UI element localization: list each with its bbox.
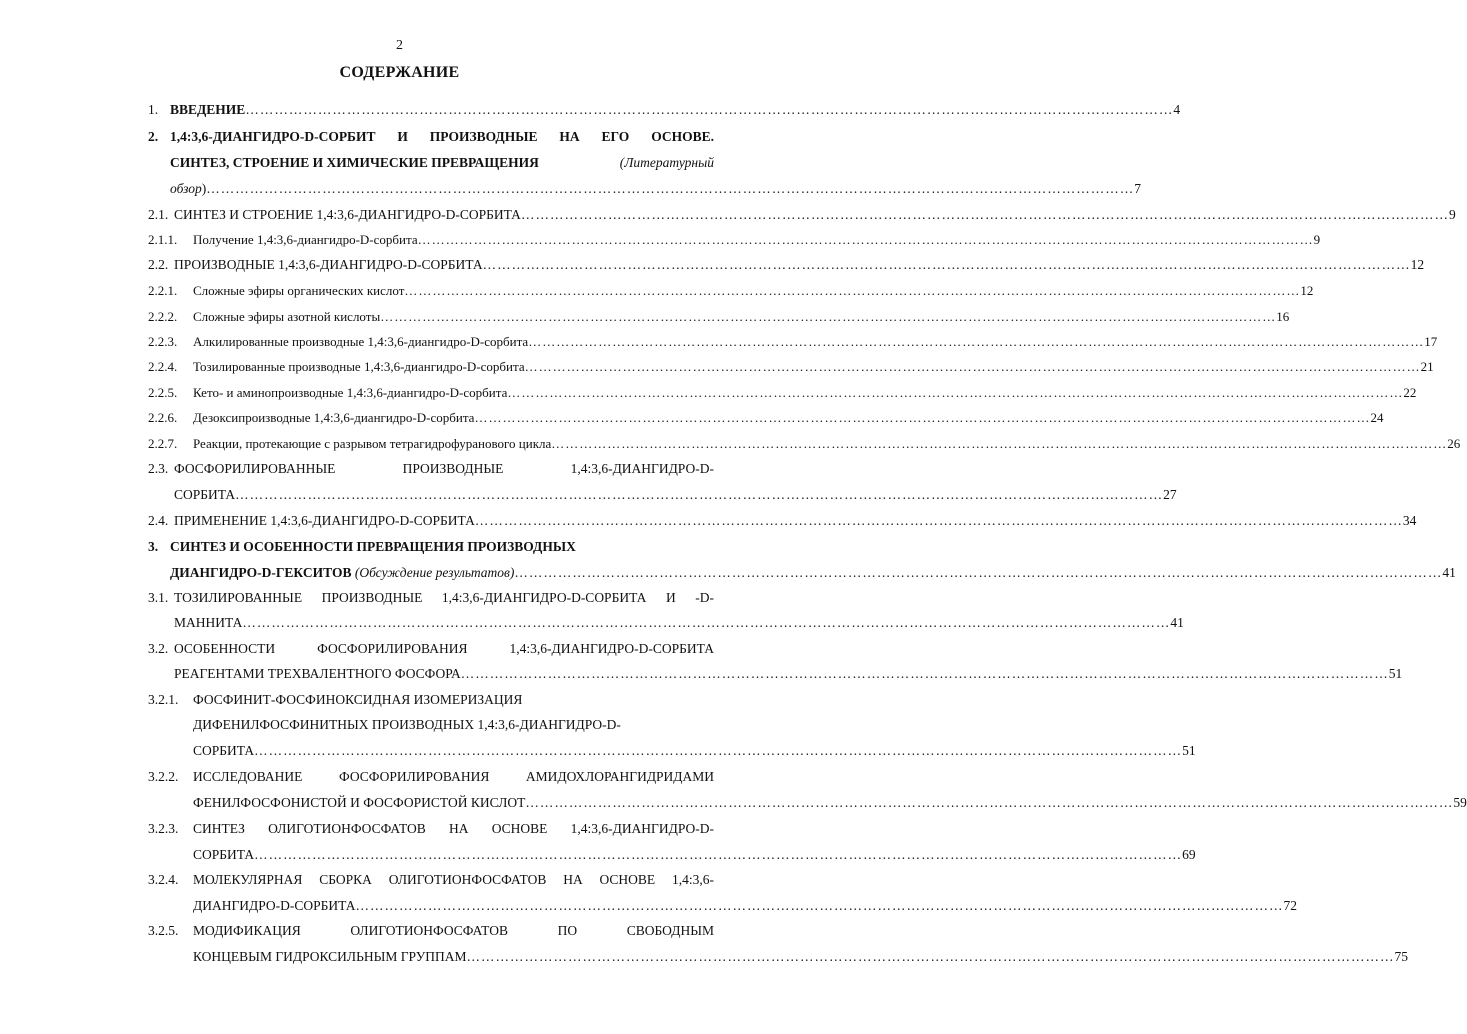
toc-entry-3-2-line1 bbox=[148, 640, 714, 658]
toc-title: Дезоксипроизводные 1,4:3,6-диангидро-D-сорбита bbox=[193, 410, 475, 425]
toc-number: 2.1.1. bbox=[148, 232, 178, 247]
toc-title-word: ПО bbox=[557, 923, 578, 938]
toc-entry-2-1 bbox=[148, 206, 1456, 224]
toc-number: 3.2.3. bbox=[148, 821, 179, 836]
toc-title-word: ФОСФОРИЛИРОВАННЫЕ bbox=[174, 461, 336, 476]
dot-leader: ………………………………………………………………………………………………………………………………………………………………………… bbox=[466, 949, 1395, 964]
toc-number: 1. bbox=[148, 102, 159, 117]
toc-number: 2.2.6. bbox=[148, 410, 178, 425]
toc-title-cont: КОНЦЕВЫМ ГИДРОКСИЛЬНЫМ ГРУППАМ bbox=[193, 949, 467, 964]
toc-number: 2.2.2. bbox=[148, 309, 178, 324]
dot-leader: ………………………………………………………………………………………………………………………………………………………………………… bbox=[524, 359, 1421, 374]
toc-entry-2-2-6 bbox=[148, 409, 1384, 427]
toc-page: 59 bbox=[1453, 795, 1467, 810]
toc-entry-3-2-4-line2 bbox=[193, 897, 1297, 915]
dot-leader: ………………………………………………………………………………………………………………………………………………………………………… bbox=[242, 615, 1171, 630]
dot-leader: ………………………………………………………………………………………………………………………………………………………………………… bbox=[520, 207, 1449, 222]
toc-page: 72 bbox=[1283, 898, 1297, 913]
toc-title: Реакции, протекающие с разрывом тетрагидрофуранового цикла bbox=[193, 436, 552, 451]
toc-number: 2.1. bbox=[148, 207, 169, 222]
toc-title: ИССЛЕДОВАНИЕ ФОСФОРИЛИРОВАНИЯ АМИДОХЛОРАНГИДРИДАМИ bbox=[193, 769, 714, 784]
toc-title: ПРИМЕНЕНИЕ 1,4:3,6-ДИАНГИДРО-D-СОРБИТА bbox=[174, 513, 475, 528]
page-title: СОДЕРЖАНИЕ bbox=[339, 64, 460, 81]
dot-leader: ………………………………………………………………………………………………………………………………………………………………………… bbox=[460, 666, 1389, 681]
toc-number: 2.2.3. bbox=[148, 334, 178, 349]
toc-number: 2.3. bbox=[148, 461, 169, 476]
dot-leader: ………………………………………………………………………………………………………………………………………………………………………… bbox=[254, 743, 1183, 758]
toc-title: СИНТЕЗ И ОСОБЕННОСТИ ПРЕВРАЩЕНИЯ ПРОИЗВОДНЫХ bbox=[170, 539, 576, 554]
dot-leader: ………………………………………………………………………………………………………………………………………………………………………… bbox=[507, 385, 1404, 400]
toc-title: ТОЗИЛИРОВАННЫЕ ПРОИЗВОДНЫЕ 1,4:3,6-ДИАНГИДРО-D-СОРБИТА И -D- bbox=[174, 590, 714, 605]
toc-entry-2-2 bbox=[148, 256, 1425, 274]
toc-page: 12 bbox=[1300, 283, 1314, 298]
toc-title-word: ОЛИГОТИОНФОСФАТОВ bbox=[350, 923, 508, 938]
toc-title-note: обзор bbox=[170, 181, 202, 196]
toc-title: МОЛЕКУЛЯРНАЯ СБОРКА ОЛИГОТИОНФОСФАТОВ НА ОСНОВЕ 1,4:3,6- bbox=[193, 872, 714, 887]
toc-title: Сложные эфиры азотной кислоты bbox=[193, 309, 381, 324]
dot-leader: ………………………………………………………………………………………………………………………………………………………………………… bbox=[482, 257, 1411, 272]
toc-number: 2. bbox=[148, 129, 159, 144]
toc-title: ПРОИЗВОДНЫЕ 1,4:3,6-ДИАНГИДРО-D-СОРБИТА bbox=[174, 257, 483, 272]
toc-entry-2-line2 bbox=[170, 154, 714, 172]
toc-entry-2-3-line2 bbox=[174, 486, 1177, 504]
toc-number: 3.2.1. bbox=[148, 692, 179, 707]
toc-entry-3-2-3-line2 bbox=[193, 846, 1196, 864]
page-number: 2 bbox=[396, 38, 403, 53]
dot-leader: ………………………………………………………………………………………………………………………………………………………………………… bbox=[474, 410, 1371, 425]
toc-entry-2-3-line1 bbox=[148, 460, 714, 478]
toc-page: 12 bbox=[1410, 257, 1425, 272]
toc-entry-3-2-4-line1 bbox=[148, 871, 714, 889]
toc-page: 17 bbox=[1424, 334, 1438, 349]
toc-title: ОСОБЕННОСТИ ФОСФОРИЛИРОВАНИЯ 1,4:3,6-ДИАНГИДРО-D-СОРБИТА bbox=[174, 641, 714, 656]
dot-leader: ………………………………………………………………………………………………………………………………………………………………………… bbox=[474, 513, 1403, 528]
toc-page: 16 bbox=[1276, 309, 1290, 324]
toc-title-word: СВОБОДНЫМ bbox=[626, 923, 714, 938]
toc-entry-3-2-1-line2 bbox=[193, 716, 714, 734]
dot-leader: ………………………………………………………………………………………………………………………………………………………………………… bbox=[551, 436, 1448, 451]
toc-entry-2-line3 bbox=[170, 180, 1142, 198]
toc-entry-2-4 bbox=[148, 512, 1417, 530]
toc-page: 24 bbox=[1370, 410, 1384, 425]
toc-number: 2.2. bbox=[148, 257, 169, 272]
dot-leader: ………………………………………………………………………………………………………………………………………………………………………… bbox=[245, 102, 1174, 117]
toc-title: 1,4:3,6-ДИАНГИДРО-D-СОРБИТ И ПРОИЗВОДНЫЕ НА ЕГО ОСНОВЕ. bbox=[170, 129, 714, 144]
toc-page: 27 bbox=[1163, 487, 1177, 502]
toc-entry-2-2-5 bbox=[148, 384, 1417, 402]
toc-entry-3-2-2-line2 bbox=[193, 794, 1467, 812]
toc-title-note: ) bbox=[201, 181, 207, 196]
toc-title: СИНТЕЗ ОЛИГОТИОНФОСФАТОВ НА ОСНОВЕ 1,4:3,6-ДИАНГИДРО-D- bbox=[193, 821, 714, 836]
toc-page: 34 bbox=[1402, 513, 1417, 528]
toc-title-cont: ДИАНГИДРО-D-СОРБИТА bbox=[193, 898, 356, 913]
toc-page: 22 bbox=[1403, 385, 1417, 400]
toc-entry-2-2-7 bbox=[148, 435, 1461, 453]
toc-page: 69 bbox=[1182, 847, 1196, 862]
toc-title-word: ПРОИЗВОДНЫЕ bbox=[402, 461, 504, 476]
toc-title-cont: СОРБИТА bbox=[174, 487, 236, 502]
toc-title: Алкилированные производные 1,4:3,6-диангидро-D-сорбита bbox=[193, 334, 529, 349]
toc-title-note: (Обсуждение результатов) bbox=[354, 565, 515, 580]
toc-page: 7 bbox=[1134, 181, 1142, 196]
toc-title-cont: РЕАГЕНТАМИ ТРЕХВАЛЕНТНОГО ФОСФОРА bbox=[174, 666, 461, 681]
dot-leader: ………………………………………………………………………………………………………………………………………………………………………… bbox=[404, 283, 1301, 298]
toc-entry-2-2-3 bbox=[148, 333, 1438, 351]
toc-entry-3-1-line2 bbox=[174, 614, 1184, 632]
toc-entry-2-2-1 bbox=[148, 282, 1314, 300]
toc-title-word: 1,4:3,6-ДИАНГИДРО-D- bbox=[570, 461, 714, 476]
toc-title: ФОСФИНИТ-ФОСФИНОКСИДНАЯ ИЗОМЕРИЗАЦИЯ bbox=[193, 692, 523, 707]
toc-page: 41 bbox=[1170, 615, 1184, 630]
toc-title: ВВЕДЕНИЕ bbox=[170, 102, 246, 117]
toc-title-word: МОДИФИКАЦИЯ bbox=[193, 923, 301, 938]
toc-number: 3.2. bbox=[148, 641, 169, 656]
toc-number: 2.2.5. bbox=[148, 385, 178, 400]
toc-title: Тозилированные производные 1,4:3,6-диангидро-D-сорбита bbox=[193, 359, 525, 374]
toc-title-cont: СИНТЕЗ, СТРОЕНИЕ И ХИМИЧЕСКИЕ ПРЕВРАЩЕНИЯ bbox=[170, 155, 539, 170]
toc-number: 2.2.7. bbox=[148, 436, 178, 451]
dot-leader: ………………………………………………………………………………………………………………………………………………………………………… bbox=[235, 487, 1164, 502]
toc-number: 2.4. bbox=[148, 513, 169, 528]
toc-title-cont: СОРБИТА bbox=[193, 743, 255, 758]
toc-title: Получение 1,4:3,6-диангидро-D-сорбита bbox=[193, 232, 418, 247]
dot-leader: ………………………………………………………………………………………………………………………………………………………………………… bbox=[514, 565, 1443, 580]
toc-page: 51 bbox=[1388, 666, 1403, 681]
dot-leader: ………………………………………………………………………………………………………………………………………………………………………… bbox=[528, 334, 1425, 349]
toc-title-cont: МАННИТА bbox=[174, 615, 243, 630]
dot-leader: ………………………………………………………………………………………………………………………………………………………………………… bbox=[525, 795, 1454, 810]
toc-entry-2-2-2 bbox=[148, 308, 1290, 326]
toc-entry-3-1-line1 bbox=[148, 589, 714, 607]
toc-number: 3. bbox=[148, 539, 159, 554]
toc-title: Сложные эфиры органических кислот bbox=[193, 283, 405, 298]
toc-number: 3.2.4. bbox=[148, 872, 179, 887]
toc-number: 3.2.5. bbox=[148, 923, 179, 938]
toc-title: СИНТЕЗ И СТРОЕНИЕ 1,4:3,6-ДИАНГИДРО-D-СОРБИТА bbox=[174, 207, 521, 222]
toc-entry-3-2-5-line2 bbox=[193, 948, 1409, 966]
toc-entry-3-2-2-line1 bbox=[148, 768, 714, 786]
toc-page: 9 bbox=[1448, 207, 1456, 222]
toc-entry-3-2-line2 bbox=[174, 665, 1403, 683]
dot-leader: ………………………………………………………………………………………………………………………………………………………………………… bbox=[417, 232, 1314, 247]
toc-entry-3-2-1-line1 bbox=[148, 691, 714, 709]
toc-page: 9 bbox=[1313, 232, 1321, 247]
toc-entry-3-2-3-line1 bbox=[148, 820, 714, 838]
toc-title-cont: ДИФЕНИЛФОСФИНИТНЫХ ПРОИЗВОДНЫХ 1,4:3,6-ДИАНГИДРО-D- bbox=[193, 717, 621, 732]
toc-entry-3-line1 bbox=[148, 538, 714, 556]
toc-entry-1 bbox=[148, 101, 1181, 119]
toc-number: 2.2.1. bbox=[148, 283, 178, 298]
toc-number: 2.2.4. bbox=[148, 359, 178, 374]
dot-leader: ………………………………………………………………………………………………………………………………………………………………………… bbox=[254, 847, 1183, 862]
toc-page: 41 bbox=[1442, 565, 1456, 580]
dot-leader: ………………………………………………………………………………………………………………………………………………………………………… bbox=[206, 181, 1135, 196]
toc-page: 75 bbox=[1394, 949, 1409, 964]
toc-title-cont: ФЕНИЛФОСФОНИСТОЙ И ФОСФОРИСТОЙ КИСЛОТ bbox=[193, 795, 526, 810]
toc-entry-3-2-5-line1 bbox=[148, 922, 714, 940]
toc-page: 4 bbox=[1173, 102, 1181, 117]
toc-page: 21 bbox=[1420, 359, 1434, 374]
toc-page: 26 bbox=[1447, 436, 1461, 451]
toc-number: 3.1. bbox=[148, 590, 169, 605]
toc-title-cont: ДИАНГИДРО-D-ГЕКСИТОВ bbox=[170, 565, 352, 580]
toc-entry-2-2-4 bbox=[148, 358, 1434, 376]
dot-leader: ………………………………………………………………………………………………………………………………………………………………………… bbox=[355, 898, 1284, 913]
toc-title-note: (Литературный bbox=[619, 155, 714, 170]
toc-entry-2-line1 bbox=[148, 128, 714, 146]
toc-number: 3.2.2. bbox=[148, 769, 179, 784]
dot-leader: ………………………………………………………………………………………………………………………………………………………………………… bbox=[380, 309, 1277, 324]
toc-title: Кето- и аминопроизводные 1,4:3,6-диангидро-D-сорбита bbox=[193, 385, 508, 400]
toc-page: 51 bbox=[1182, 743, 1196, 758]
toc-entry-2-1-1 bbox=[148, 231, 1321, 249]
toc-entry-3-2-1-line3 bbox=[193, 742, 1196, 760]
toc-entry-3-line2 bbox=[170, 564, 1456, 582]
toc-title-cont: СОРБИТА bbox=[193, 847, 255, 862]
